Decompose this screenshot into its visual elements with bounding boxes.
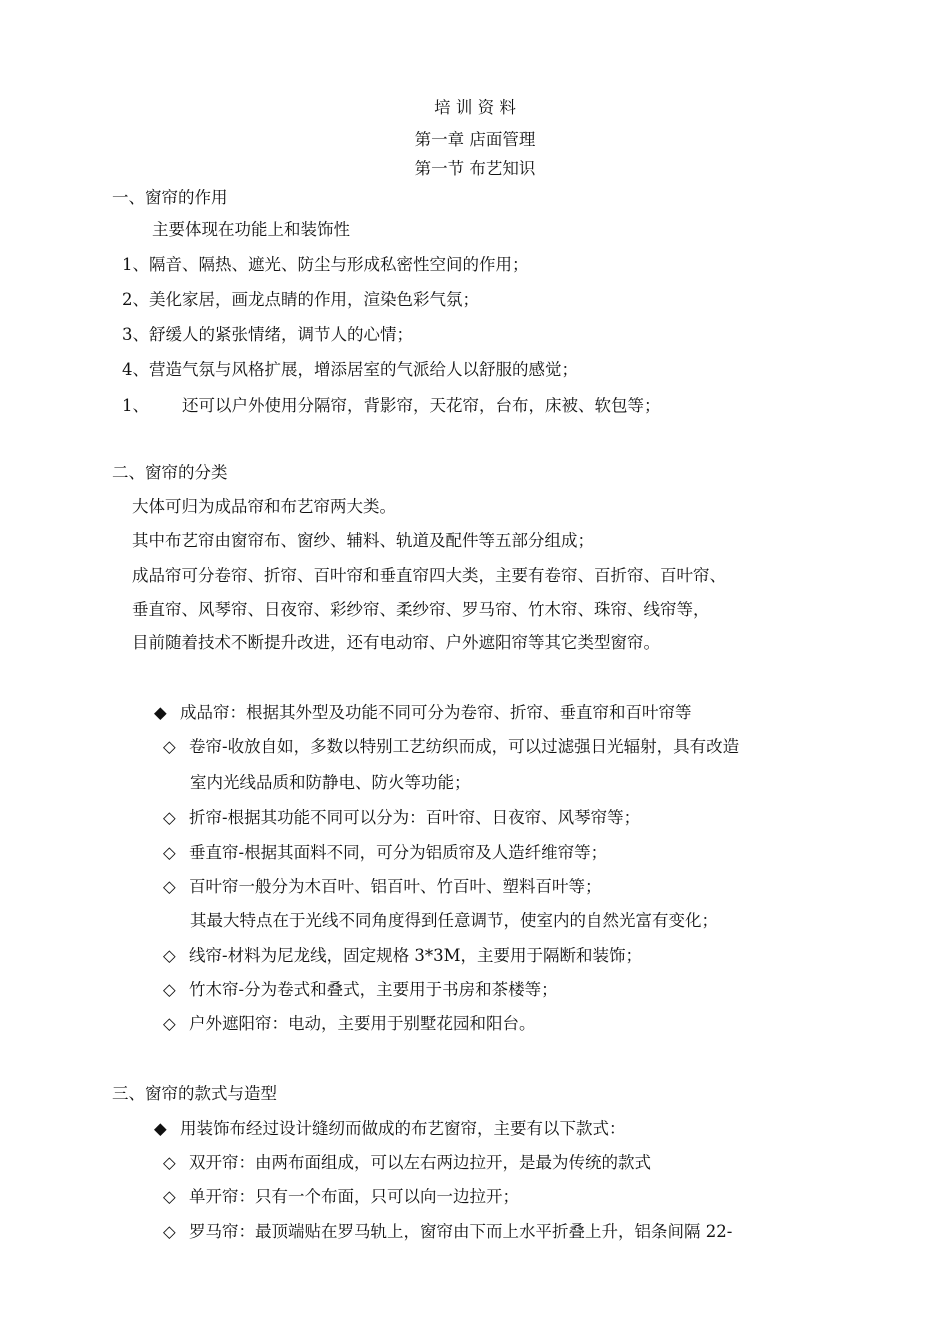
section-title: 第一节 布艺知识 [414,159,536,178]
sub-bullet-item [163,945,642,967]
diamond-outline-icon: ◇ [163,1014,176,1033]
sub-bullet-item [163,979,558,1001]
list-item-number: 1、 [122,255,149,274]
section-3-heading: 三、窗帘的款式与造型 [112,1084,277,1103]
list-item-text: 舒缓人的紧张情绪，调节人的心情； [149,325,413,344]
list-item-number: 3、 [122,325,149,344]
diamond-outline-icon: ◇ [163,843,176,862]
sub-bullet-text: 竹木帘-分为卷式和叠式，主要用于书房和茶楼等； [189,980,558,999]
sub-bullet-text: 百叶帘一般分为木百叶、铝百叶、竹百叶、塑料百叶等； [189,877,602,896]
list-item-text: 美化家居，画龙点睛的作用，渲染色彩气氛； [149,290,479,309]
list-item-text: 营造气氛与风格扩展，增添居室的气派给人以舒服的感觉； [149,360,578,379]
list-item [122,359,578,381]
sub-bullet-text: 单开帘：只有一个布面，只可以向一边拉开； [189,1187,519,1206]
section-1-heading: 一、窗帘的作用 [112,188,228,207]
list-item-text: 隔音、隔热、遮光、防尘与形成私密性空间的作用； [149,255,529,274]
sub-bullet-item [163,807,640,829]
diamond-outline-icon: ◇ [163,808,176,827]
sub-bullet-text: 卷帘-收放自如，多数以特别工艺纺织而成，可以过滤强日光辐射，具有改造 [189,737,740,756]
list-item-number: 1、 [122,396,149,415]
list-item-number: 4、 [122,360,149,379]
sub-bullet-item [163,876,602,898]
diamond-filled-icon: ◆ [154,1119,167,1138]
sub-bullet-continuation: 室内光线品质和防静电、防火等功能； [190,773,471,792]
sub-bullet-item [163,1152,651,1174]
diamond-filled-icon: ◆ [154,703,167,722]
section-2-heading: 二、窗帘的分类 [112,463,228,482]
paragraph: 大体可归为成品帘和布艺帘两大类。 [132,497,396,516]
list-item [122,254,529,276]
sub-bullet-text: 罗马帘：最顶端贴在罗马轨上，窗帘由下而上水平折叠上升，铝条间隔 22- [189,1222,733,1241]
paragraph: 目前随着技术不断提升改进，还有电动帘、户外遮阳帘等其它类型窗帘。 [132,633,660,652]
sub-bullet-item [163,1013,536,1035]
sub-bullet-text: 户外遮阳帘：电动，主要用于别墅花园和阳台。 [189,1014,536,1033]
list-item [122,289,479,311]
diamond-outline-icon: ◇ [163,1187,176,1206]
list-item-number: 2、 [122,290,149,309]
diamond-outline-icon: ◇ [163,1222,176,1241]
bullet-item [154,1118,626,1140]
bullet-item [154,702,692,724]
bullet-text: 用装饰布经过设计缝纫而做成的布艺窗帘，主要有以下款式： [180,1119,626,1138]
section-1-intro: 主要体现在功能上和装饰性 [152,220,350,239]
sub-bullet-item [163,1186,519,1208]
sub-bullet-text: 垂直帘-根据其面料不同，可分为铝质帘及人造纤维帘等； [189,843,608,862]
sub-bullet-text: 线帘-材料为尼龙线，固定规格 3*3M，主要用于隔断和装饰； [189,946,642,965]
list-item-text: 还可以户外使用分隔帘，背影帘，天花帘，台布，床被、软包等； [182,396,661,415]
diamond-outline-icon: ◇ [163,737,176,756]
sub-bullet-continuation: 其最大特点在于光线不同角度得到任意调节，使室内的自然光富有变化； [190,911,718,930]
sub-bullet-item [163,1221,732,1243]
diamond-outline-icon: ◇ [163,877,176,896]
chapter-title: 第一章 店面管理 [414,130,536,149]
sub-bullet-item [163,736,739,758]
paragraph: 成品帘可分卷帘、折帘、百叶帘和垂直帘四大类，主要有卷帘、百折帘、百叶帘、 [132,566,726,585]
sub-bullet-item [163,842,607,864]
sub-bullet-text: 双开帘：由两布面组成，可以左右两边拉开，是最为传统的款式 [189,1153,651,1172]
list-item [122,324,413,346]
paragraph: 垂直帘、风琴帘、日夜帘、彩纱帘、柔纱帘、罗马帘、竹木帘、珠帘、线帘等， [132,600,710,619]
diamond-outline-icon: ◇ [163,946,176,965]
bullet-text: 成品帘：根据其外型及功能不同可分为卷帘、折帘、垂直帘和百叶帘等 [180,703,692,722]
document-title: 培 训 资 料 [434,98,516,117]
sub-bullet-text: 折帘-根据其功能不同可以分为：百叶帘、日夜帘、风琴帘等； [189,808,641,827]
paragraph: 其中布艺帘由窗帘布、窗纱、辅料、轨道及配件等五部分组成； [132,531,594,550]
diamond-outline-icon: ◇ [163,1153,176,1172]
diamond-outline-icon: ◇ [163,980,176,999]
